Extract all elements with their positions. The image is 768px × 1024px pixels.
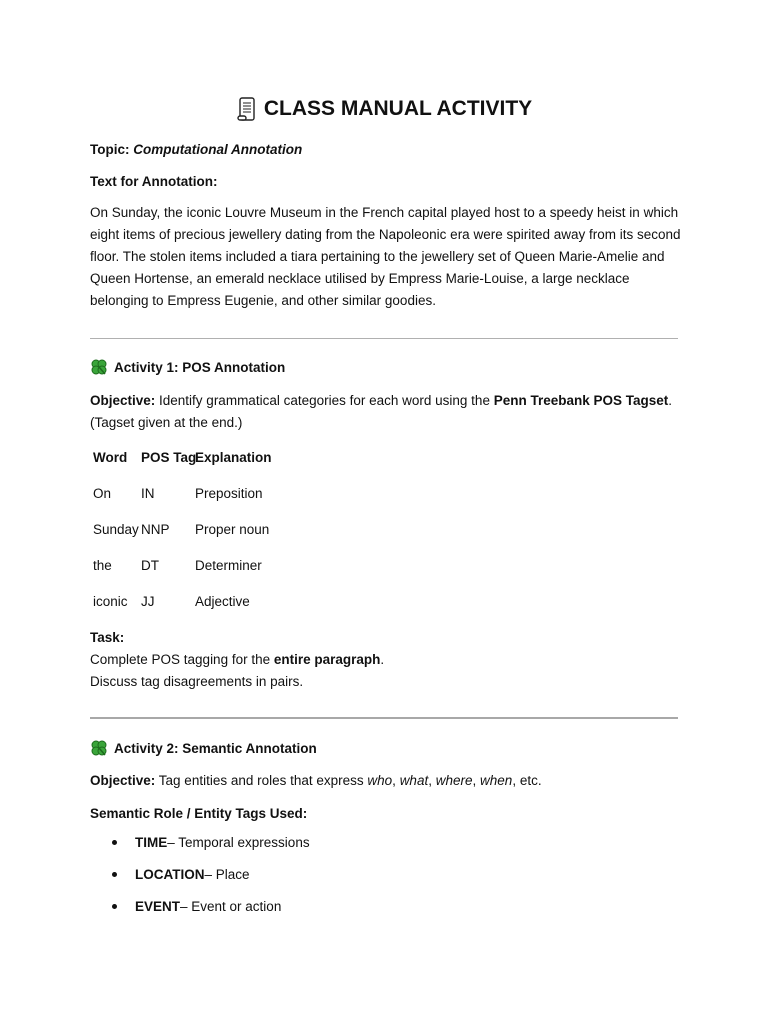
objective-tagset: Penn Treebank POS Tagset (493, 393, 669, 408)
when-text: when (480, 773, 513, 788)
sep: , (392, 773, 400, 788)
divider (90, 338, 678, 339)
list-item (112, 899, 281, 914)
title-text: CLASS MANUAL ACTIVITY (263, 97, 533, 120)
tag-desc: – Event or action (180, 899, 282, 914)
activity1-heading-text: Activity 1: POS Annotation (114, 359, 286, 375)
activity1-objective (90, 390, 690, 434)
table-cell: Preposition (195, 486, 263, 501)
task-line1-pre: Complete POS tagging for the (90, 652, 274, 667)
table-cell: IN (141, 486, 155, 501)
objective-label: Objective: (90, 773, 156, 788)
what-text: what (399, 773, 429, 788)
table-header-explanation: Explanation (195, 450, 272, 465)
objective-line2: (Tagset given at the end.) (90, 415, 243, 430)
table-cell: Sunday (93, 522, 139, 537)
task-label: Task: (90, 630, 125, 645)
table-cell: On (93, 486, 112, 501)
objective-text: Tag entities and roles that express (155, 773, 368, 788)
table-header-pos: POS Tag (141, 450, 197, 465)
bullet-icon (112, 904, 117, 909)
tag-name: EVENT (135, 899, 181, 914)
table-cell: JJ (141, 594, 155, 609)
tag-desc: – Place (204, 867, 250, 882)
text-heading: Text for Annotation: (90, 174, 218, 189)
etc-text: , etc. (512, 773, 542, 788)
table-cell: Determiner (195, 558, 262, 573)
list-item (112, 835, 310, 850)
tag-name: TIME (135, 835, 168, 850)
tags-heading: Semantic Role / Entity Tags Used: (90, 806, 308, 821)
divider (90, 717, 678, 719)
task-line1-bold: entire paragraph (273, 652, 381, 667)
table-cell: Adjective (195, 594, 250, 609)
objective-end: . (668, 393, 673, 408)
table-cell: Proper noun (195, 522, 270, 537)
table-cell: the (93, 558, 112, 573)
who-text: who (367, 773, 393, 788)
activity1-task (90, 627, 384, 693)
tag-desc: – Temporal expressions (167, 835, 310, 850)
table-cell: iconic (93, 594, 128, 609)
objective-label: Objective: (90, 393, 156, 408)
sep: , (428, 773, 436, 788)
table-cell: DT (141, 558, 159, 573)
topic-value: Computational Annotation (133, 142, 303, 157)
where-text: where (435, 773, 473, 788)
task-line2: Discuss tag disagreements in pairs. (90, 674, 304, 689)
list-item (112, 867, 250, 882)
bullet-icon (112, 840, 117, 845)
annotation-paragraph: On Sunday, the iconic Louvre Museum in the French capital played host to a speedy heist in which eight items of precious jewellery dating from the Napoleonic era were spirited away from its second floor. The stolen items included a tiara pertaining to the jewellery set of Queen Marie-Amelie and Queen Hortense, an emerald necklace utilised by Empress Marie-Louise, a large necklace belonging to Empress Eugenie, and other similar goodies. (90, 205, 681, 308)
activity1-heading (90, 358, 285, 376)
objective-text: Identify grammatical categories for each word using the (155, 393, 494, 408)
topic-label: Topic: (90, 142, 130, 157)
activity2-heading-text: Activity 2: Semantic Annotation (114, 740, 317, 756)
scroll-icon (236, 96, 258, 122)
topic-line (90, 139, 302, 161)
table-header-word: Word (93, 450, 128, 465)
page-title (0, 96, 768, 122)
task-line1-end: . (380, 652, 385, 667)
tag-name: LOCATION (135, 867, 205, 882)
sep: , (472, 773, 481, 788)
activity2-heading (90, 739, 317, 757)
clover-icon (90, 739, 108, 757)
clover-icon (90, 358, 108, 376)
bullet-icon (112, 872, 117, 877)
activity2-objective (90, 770, 542, 792)
table-cell: NNP (141, 522, 170, 537)
